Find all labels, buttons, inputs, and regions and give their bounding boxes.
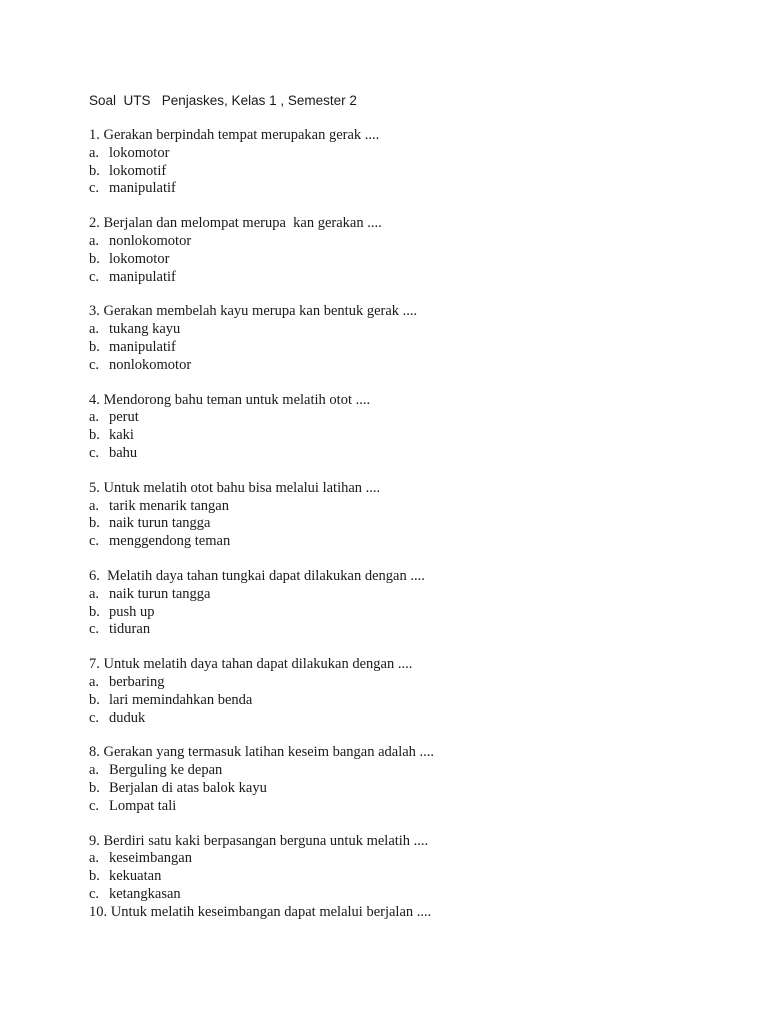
option-b bbox=[89, 251, 729, 269]
option-letter: a. bbox=[89, 762, 100, 779]
option-text: Berjalan di atas balok kayu bbox=[109, 779, 267, 796]
question-text: 10. Untuk melatih keseimbangan dapat melalui berjalan .... bbox=[89, 903, 432, 920]
option-a bbox=[89, 498, 729, 516]
option-letter: a. bbox=[89, 673, 100, 690]
option-a bbox=[89, 233, 729, 251]
question-text: 8. Gerakan yang termasuk latihan keseim bangan adalah .... bbox=[89, 744, 435, 761]
option-letter: b. bbox=[89, 779, 100, 796]
option-text: ketangkasan bbox=[109, 885, 181, 902]
option-text: push up bbox=[109, 603, 155, 620]
option-text: nonlokomotor bbox=[109, 232, 192, 249]
option-b bbox=[89, 780, 729, 798]
option-letter: b. bbox=[89, 427, 100, 444]
option-letter: c. bbox=[89, 885, 100, 902]
question-text: 5. Untuk melatih otot bahu bisa melalui latihan .... bbox=[89, 479, 381, 496]
question-9 bbox=[89, 833, 729, 904]
option-letter: c. bbox=[89, 356, 100, 373]
option-c bbox=[89, 180, 729, 198]
option-text: manipulatif bbox=[109, 338, 176, 355]
option-text: lokomotor bbox=[109, 250, 170, 267]
option-c bbox=[89, 269, 729, 287]
option-text: duduk bbox=[109, 709, 146, 726]
option-text: lari memindahkan benda bbox=[109, 691, 253, 708]
option-letter: a. bbox=[89, 409, 100, 426]
question-text: 4. Mendorong bahu teman untuk melatih otot .... bbox=[89, 391, 371, 408]
option-a bbox=[89, 145, 729, 163]
option-a bbox=[89, 409, 729, 427]
option-text: naik turun tangga bbox=[109, 585, 211, 602]
option-text: lokomotif bbox=[109, 162, 167, 179]
option-a bbox=[89, 850, 729, 868]
option-text: tarik menarik tangan bbox=[109, 497, 229, 514]
option-letter: b. bbox=[89, 338, 100, 355]
page-title: Soal UTS Penjaskes, Kelas 1 , Semester 2 bbox=[89, 93, 357, 108]
option-text: Berguling ke depan bbox=[109, 762, 223, 779]
option-text: bahu bbox=[109, 444, 138, 461]
option-c bbox=[89, 533, 729, 551]
document-page bbox=[89, 92, 729, 938]
option-letter: c. bbox=[89, 444, 100, 461]
option-b bbox=[89, 604, 729, 622]
question-6 bbox=[89, 568, 729, 639]
option-letter: c. bbox=[89, 797, 100, 814]
option-text: tiduran bbox=[109, 621, 151, 638]
option-c bbox=[89, 710, 729, 728]
option-c bbox=[89, 798, 729, 816]
option-text: manipulatif bbox=[109, 180, 176, 197]
option-text: perut bbox=[109, 409, 139, 426]
option-text: naik turun tangga bbox=[109, 515, 211, 532]
option-letter: a. bbox=[89, 321, 100, 338]
question-4 bbox=[89, 392, 729, 463]
option-letter: a. bbox=[89, 850, 100, 867]
option-letter: c. bbox=[89, 268, 100, 285]
question-text: 9. Berdiri satu kaki berpasangan berguna untuk melatih .... bbox=[89, 832, 429, 849]
option-text: lokomotor bbox=[109, 144, 170, 161]
option-letter: c. bbox=[89, 621, 100, 638]
option-a bbox=[89, 674, 729, 692]
question-text: 2. Berjalan dan melompat merupa kan gerakan .... bbox=[89, 215, 382, 232]
option-a bbox=[89, 586, 729, 604]
option-text: keseimbangan bbox=[109, 850, 192, 867]
option-b bbox=[89, 868, 729, 886]
option-a bbox=[89, 762, 729, 780]
option-letter: b. bbox=[89, 868, 100, 885]
option-letter: a. bbox=[89, 585, 100, 602]
option-letter: c. bbox=[89, 709, 100, 726]
option-c bbox=[89, 357, 729, 375]
option-text: kekuatan bbox=[109, 868, 162, 885]
question-5 bbox=[89, 480, 729, 551]
option-text: Lompat tali bbox=[109, 797, 177, 814]
option-text: berbaring bbox=[109, 673, 165, 690]
question-3 bbox=[89, 303, 729, 374]
option-b bbox=[89, 427, 729, 445]
option-b bbox=[89, 163, 729, 181]
question-text: 1. Gerakan berpindah tempat merupakan gerak .... bbox=[89, 127, 380, 143]
option-c bbox=[89, 886, 729, 904]
option-text: tukang kayu bbox=[109, 321, 181, 338]
option-b bbox=[89, 339, 729, 357]
option-b bbox=[89, 692, 729, 710]
option-text: menggendong teman bbox=[109, 533, 231, 550]
question-text: 7. Untuk melatih daya tahan dapat dilakukan dengan .... bbox=[89, 656, 413, 673]
option-letter: b. bbox=[89, 603, 100, 620]
question-text: 6. Melatih daya tahan tungkai dapat dilakukan dengan .... bbox=[89, 567, 425, 584]
option-letter: a. bbox=[89, 144, 100, 161]
option-letter: b. bbox=[89, 691, 100, 708]
option-text: nonlokomotor bbox=[109, 356, 192, 373]
option-letter: a. bbox=[89, 497, 100, 514]
option-letter: b. bbox=[89, 162, 100, 179]
option-b bbox=[89, 515, 729, 533]
question-2 bbox=[89, 215, 729, 286]
option-letter: a. bbox=[89, 232, 100, 249]
question-10 bbox=[89, 904, 729, 922]
option-letter: b. bbox=[89, 250, 100, 267]
option-a bbox=[89, 321, 729, 339]
option-text: kaki bbox=[109, 427, 134, 444]
option-letter: c. bbox=[89, 180, 100, 197]
option-letter: c. bbox=[89, 533, 100, 550]
question-text: 3. Gerakan membelah kayu merupa kan bentuk gerak .... bbox=[89, 303, 418, 320]
option-c bbox=[89, 445, 729, 463]
option-text: manipulatif bbox=[109, 268, 176, 285]
question-7 bbox=[89, 656, 729, 727]
question-1 bbox=[89, 127, 729, 198]
option-letter: b. bbox=[89, 515, 100, 532]
question-8 bbox=[89, 744, 729, 815]
option-c bbox=[89, 621, 729, 639]
